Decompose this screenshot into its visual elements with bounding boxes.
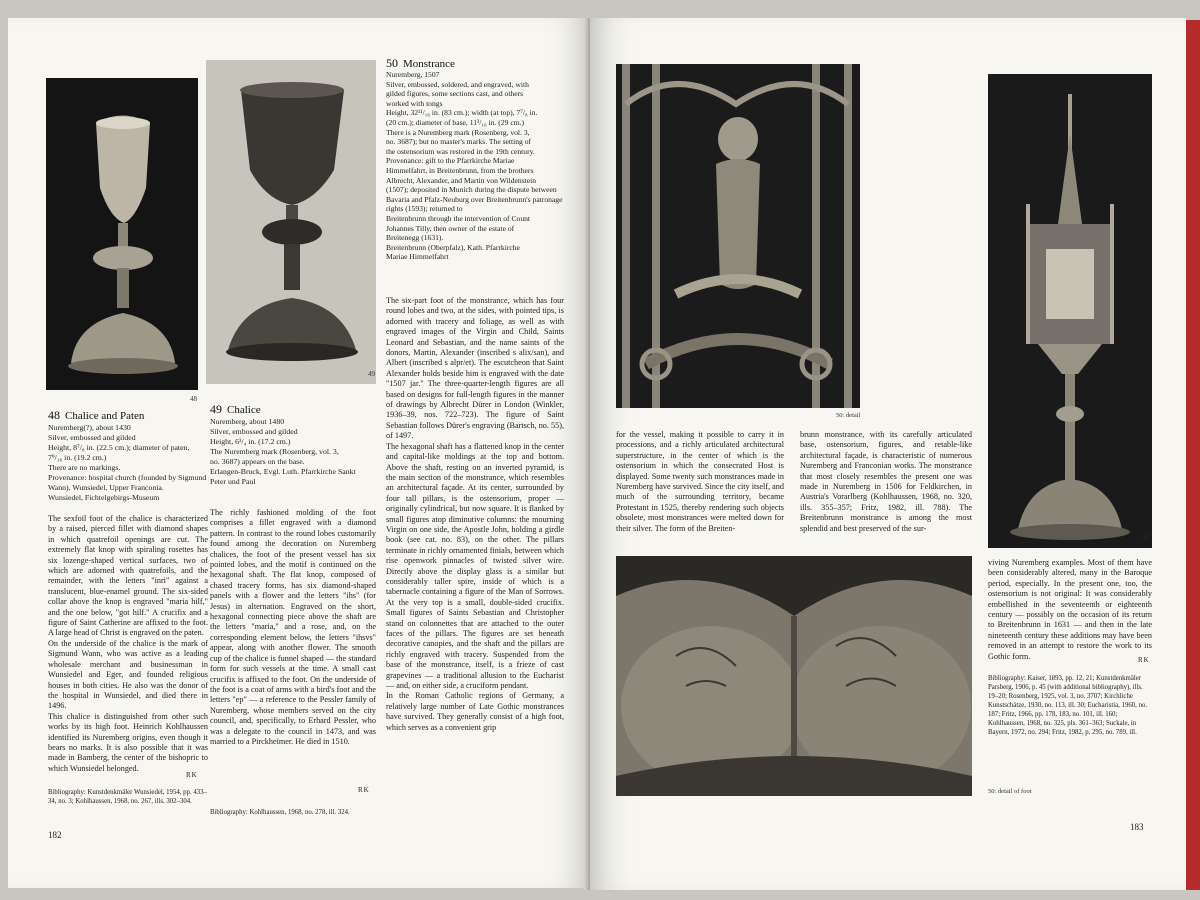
entry-48-body: The sexfoil foot of the chalice is characterized by a raised, pierced fillet with diamond shapes in which quatrefoil openings are cut. The extremely flat knop with spiraling rosettes has six lozenge-shaped vertical surfaces, two of which are adorned with quatrefoils, and the remainder, with the letters "inri" against a translucent, blue-enamel ground. The six-sided collar above the knop is engraved "maria hilf," and the one below, "got hilf." A crucifix and a figure of Saint Catherine are affixed to the foot. A large head of Christ is engraved on the paten. On the underside of the chalice is the mark of Sigmund Wann, who was active as a leading wholesale merchant and businessman in Wunsiedel and Eger, and founded religious houses in both cities. He also was the donor of the hospital in Wunsiedel, and died there in 1496. This chalice is distinguished from other such works by its high foot. Heinrich Kohlhaussen identified its Nuremberg origins, even though it bears no marks. It is also possible that it was made in Bamberg, the center of the bishopric to which Wunsiedel belonged. bbox=[48, 514, 208, 773]
caption-main: 50 bbox=[1142, 534, 1149, 541]
entry-50-meta: Nuremberg, 1507 Silver, embossed, soldered, and engraved, with gilded figures, some sections cast, and others worked with tongs Height, 32¹¹/₁₆ in. (83 cm.); width (at top), 7⁷/₈ in. (20 cm.); diameter of base, 11³/₁₆ in. (29 cm.) There is a Nuremberg mark (Rosenberg, vol. 3, no. 3687); but no master's marks. The setting of the ostensorium was restored in the 19th century. Provenance: gift to the Pfarrkirche Mariae Himmelfahrt, in Breitenbrunn, from the brothers Albrecht, Alexander, and Martin von Wildenstein (1507); deposited in Munich during the dispute between Bavaria and Pfalz-Neuburg over Breitenbrunn's patronage rights (1593); returned to Breitenbrunn through the intervention of Count Johannes Tilly, then owner of the estate of Breitenegg (1631). Breitenbrunn (Oberpfalz), Kath. Pfarrkirche Mariae Himmelfahrt bbox=[386, 70, 563, 262]
entry-50-heading bbox=[386, 56, 455, 71]
entry-49-number: 49 bbox=[210, 402, 222, 416]
caption-detail: 50: detail bbox=[836, 412, 861, 419]
cover-edge bbox=[1186, 20, 1200, 890]
entry-49-bibliography: Bibliography: Kohlhaussen, 1968, no. 278, ill. 324. bbox=[210, 809, 350, 816]
monstrance-full-image bbox=[988, 74, 1152, 548]
left-page bbox=[8, 18, 590, 888]
right-column-3: viving Nuremberg examples. Most of them have been considerably altered, many in the Baroque period, especially. In the present one, too, the ostensorium is not original: It was considerably embellished in the seventeenth or eighteenth century — possibly on the occasion of its return to Breitenbrunn in 1631 — and then in the late nineteenth century these additions may have been removed in an attempt to restore the work to its Gothic form. bbox=[988, 558, 1152, 661]
foot-detail-image bbox=[616, 556, 972, 796]
entry-49-title: Chalice bbox=[227, 404, 261, 416]
chalice-49-image bbox=[206, 60, 376, 384]
right-column-1: for the vessel, making it possible to carry it in processions, and a richly articulated architectural superstructure, in the center of which is the ostensorium in which the consecrated Host is displayed. Some twenty such monstrances made in Nuremberg have survived. Since the city itself, and much of the surrounding territory, became Protestant in 1525, thereby rendering such objects obsolete, most monstrances were melted down for their silver. The form of the Breiten- bbox=[616, 430, 784, 533]
chalice-48-image bbox=[46, 78, 198, 390]
figure-number-49: 49 bbox=[368, 370, 375, 378]
entry-50-title: Monstrance bbox=[403, 58, 455, 70]
photo-chalice-48 bbox=[46, 78, 198, 390]
page-number-right: 183 bbox=[1130, 822, 1144, 832]
entry-48-meta: Nuremberg(?), about 1430 Silver, embossed and gilded Height, 8⁷/₈ in. (22.5 cm.); diameter of paten, 7⁹/₁₆ in. (19.2 cm.) There are no markings. Provenance: hospital church (founded by Sigmund Wann), Wunsiedel, Upper Franconia. Wunsiedel, Fichtelgebirgs-Museum bbox=[48, 423, 207, 502]
photo-monstrance-detail bbox=[616, 64, 860, 408]
right-column-2: brunn monstrance, with its carefully articulated base, ostensorium, figures, and retable-like architectural façade, is characteristic of numerous Nuremberg and Franconian works. The monstrance that most closely resembles the present one was made in Nuremberg in 1506 for Feldkirchen, in Austria's Vorarlberg (Kohlhaussen, 1968, no. 320, ills. 355–357; Fritz, 1982, ill. 788). The Breitenbrunn monstrance is among the most splendid and best preserved of the sur- bbox=[800, 430, 972, 533]
entry-49-heading bbox=[210, 402, 261, 417]
entry-48-title: Chalice and Paten bbox=[65, 410, 145, 422]
monstrance-detail-image bbox=[616, 64, 860, 408]
caption-foot: 50: detail of foot bbox=[988, 788, 1032, 795]
photo-chalice-49 bbox=[206, 60, 376, 384]
figure-number-48: 48 bbox=[190, 395, 197, 403]
entry-49-body: The richly fashioned molding of the foot comprises a fillet engraved with a diamond pattern. In contrast to the round lobes customarily found among the decoration on Nuremberg chalices, the foot of the present vessel has six pointed lobes, and the motif is continued on the hexagonal shaft. The flat knop, composed of chased tracery forms, has six diamond-shaped panels with a flower and the letters "ihs" (for Jesus) in alternation. Engraved on the short, hexagonal connecting piece above the shaft are the letters "maria," and a rose, and, on the corresponding element below, the letters "ihsvs" appear, along with another flower. The smooth cup of the chalice is funnel shaped — the standard form for such vessels at the time. A small cast crucifix is affixed to the foot. On the underside of the foot is a coat of arms with a bird's foot and the letters "ep" — a reference to the Pessler family of Nuremberg, whose members served on the city council, and, specifically, to Erhard Pessler, who was a delegate to the council in 1473, and was married to a Pirckheimer. He died in 1510. bbox=[210, 508, 376, 746]
entry-50-body: The six-part foot of the monstrance, which has four round lobes and two, at the sides, with pointed tips, is adorned with tracery and foliage, as well as with engraved images of the Virgin and Child, Saints Leonard and Sebastian, and the name saints of the donors, Martin, Alexander (inscribed s alix/san), and Albert (inscribed s alpr/et). The escutcheon that Saint Alexander holds beside him is engraved with the date "1507 jar." The three-quarter-length figures are all based on designs for full-length figures in the manner of drawings by Albrecht Dürer in London (Winkler, 1936–39, nos. 722–723). The figure of Saint Sebastian follows Dürer's engraving (Bartsch, no. 55), of 1497. The hexagonal shaft has a flattened knop in the center and capital-like moldings at the top and bottom. Above the shaft, resting on an inverted pyramid, is the main section of the monstrance, which resembles an architectural façade. At its center, surrounded by four tall pillars, is the ostensorium, proper — originally cylindrical, but now square. It is flanked by small figures atop diminutive columns: the mourning Virgin on one side, the Apostle John, holding a girdle book (see cat. no. 83), on the other. The pillars terminate in richly ornamented finials, between which rise openwork pinnacles of twisted silver wire. Directly above the display glass is a similar but considerably taller spire, inside of which is a tabernacle containing a figure of the Man of Sorrows. At the very top is a small, double-sided crucifix. Small figures of Saints Sebastian and Christopher stand on colonnettes that are attached to the outer faces of the pillars. The figures are set beneath decorative canopies, and the shaft and the pillars are richly engraved with tracery. Suspended from the base of the monstrance, itself, is a frieze of cast grapevines — a traditional allusion to the Eucharist — and, on either side, a cruciform pendant. In the Roman Catholic regions of Germany, a relatively large number of Late Gothic monstrances have survived. They generally consist of a high foot, which serves as a convenient grip bbox=[386, 296, 564, 732]
entry-49-initials: RK bbox=[358, 786, 370, 794]
page-number-left: 182 bbox=[48, 830, 62, 840]
right-bibliography: Bibliography: Kaiser, 1893, pp. 12, 21; Kunstdenkmäler Parsberg, 1906, p. 45 (with additional bibliography), ills. 19–20; Rosenberg, 1925, vol. 3, no. 3707; Kirchliche Kunstschätze, 1930, no. 113, ill. 30; Eucharistia, 1960, no. 187; Fritz, 1966, pp. 178, 183, no. 101, ill. 160; Kohlhaussen, 1968, no. 325, pls. 361–363; Suckale, in Bayern, 1972, no. 294; Fritz, 1982, p. 295, no. 789, ill. bbox=[988, 675, 1148, 736]
right-initials: RK bbox=[1138, 656, 1150, 664]
photo-foot-detail bbox=[616, 556, 972, 796]
entry-48-heading bbox=[48, 408, 144, 423]
entry-49-meta: Nuremberg, about 1480 Silver, embossed and gilded Height, 6³/₄ in. (17.2 cm.) The Nuremberg mark (Rosenberg, vol. 3, no. 3687) appears on the base. Erlangen-Bruck, Evgl. Luth. Pfarrkirche Sankt Peter und Paul bbox=[210, 417, 356, 486]
right-page bbox=[590, 18, 1186, 890]
entry-48-initials: RK bbox=[186, 771, 198, 779]
entry-50-number: 50 bbox=[386, 56, 398, 70]
photo-monstrance-full bbox=[988, 74, 1152, 548]
entry-48-bibliography: Bibliography: Kunstdenkmäler Wunsiedel, 1954, pp. 433–34, no. 3; Kohlhaussen, 1968, no. 267, ills. 302–304. bbox=[48, 789, 207, 805]
entry-48-number: 48 bbox=[48, 408, 60, 422]
